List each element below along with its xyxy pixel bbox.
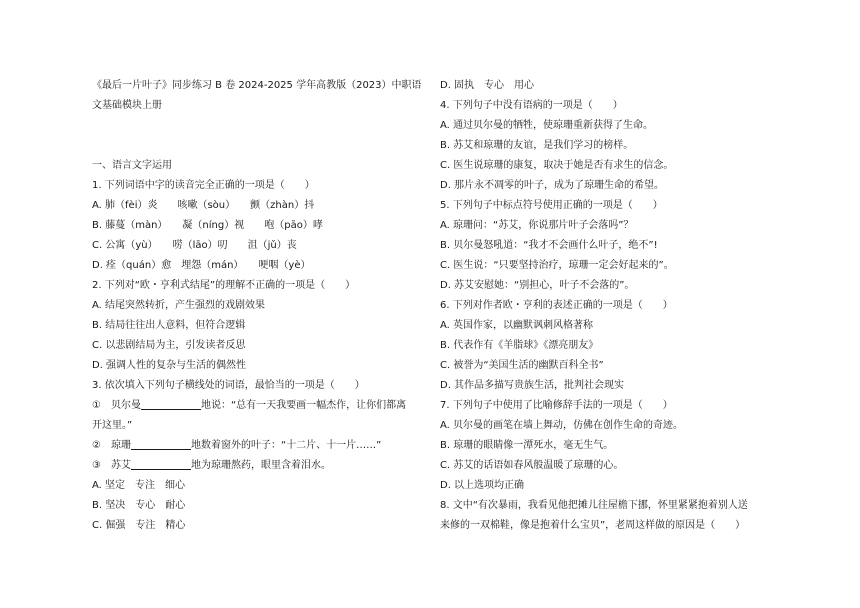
question-3-option-c: C. 倔强 专注 精心: [92, 520, 186, 531]
question-5-option-a: A. 琼珊问：“苏艾，你说那片叶子会落吗”？: [440, 220, 634, 231]
sentence-1-lead: ① 贝尔曼: [92, 400, 141, 411]
fill-blank-3: [131, 458, 191, 470]
question-1-option-d: D. 痊（quán）愈 埋怨（mán） 哽咽（yè）: [92, 260, 311, 271]
question-2-option-a: A. 结尾突然转折，产生强烈的戏剧效果: [92, 300, 266, 311]
question-3-option-d: D. 固执 专心 用心: [440, 80, 535, 91]
question-6-option-c: C. 被誉为“美国生活的幽默百科全书”: [440, 360, 604, 371]
question-2-option-d: D. 强调人性的复杂与生活的偶然性: [92, 360, 247, 371]
question-3-sentence-2: [92, 436, 427, 456]
question-6-option-d: D. 其作品多描写贵族生活，批判社会现实: [440, 380, 625, 391]
sentence-3-tail: 地为琼珊熬药，眼里含着泪水。: [190, 460, 331, 471]
right-column: [440, 76, 785, 536]
sentence-2-tail: 地数着窗外的叶子：“十二片、十一片……”: [190, 440, 382, 451]
question-5-option-d: D. 苏艾安慰她：“别担心，叶子不会落的”。: [440, 280, 635, 291]
question-2-option-c: C. 以悲剧结局为主，引发读者反思: [92, 340, 246, 351]
question-4-option-d: D. 那片永不凋零的叶子，成为了琼珊生命的希望。: [440, 180, 665, 191]
question-7-option-d: D. 以上选项均正确: [440, 480, 525, 491]
question-5-option-c: C. 医生说：“只要坚持治疗，琼珊一定会好起来的”。: [440, 260, 674, 271]
question-5-option-b: B. 贝尔曼怒吼道：“我才不会画什么叶子，绝不”!: [440, 240, 658, 251]
question-7-option-b: B. 琼珊的眼睛像一潭死水，毫无生气。: [440, 440, 614, 451]
question-3-option-b: B. 坚决 专心 耐心: [92, 500, 186, 511]
question-7-option-c: C. 苏艾的话语如春风般温暖了琼珊的心。: [440, 460, 624, 471]
spacer: [92, 116, 427, 156]
document-title-line-1: 《最后一片叶子》同步练习 B 卷 2024-2025 学年高教版（2023）中职语: [92, 80, 422, 91]
question-1-option-a: A. 肺（fèi）炎 咳嗽（sòu） 颤（zhàn）抖: [92, 200, 315, 211]
fill-blank-1: [141, 398, 201, 410]
sentence-1-tail: 地说：“总有一天我要画一幅杰作，让你们都离: [200, 400, 407, 411]
question-1-option-b: B. 藤蔓（màn） 凝（níng）视 咆（pāo）哮: [92, 220, 323, 231]
question-4-stem: 4. 下列句子中没有语病的一项是（ ）: [440, 100, 623, 111]
question-1-option-c: C. 公寓（yù） 唠（lāo）叨 沮（jǔ）丧: [92, 240, 297, 251]
sentence-3-lead: ③ 苏艾: [92, 460, 131, 471]
question-3-sentence-1-cont: 开这里。”: [92, 420, 133, 431]
question-4-option-b: B. 苏艾和琼珊的友谊，是我们学习的榜样。: [440, 140, 634, 151]
question-6-option-b: B. 代表作有《羊脂球》《漂亮朋友》: [440, 340, 599, 351]
question-4-option-c: C. 医生说琼珊的康复，取决于她是否有求生的信念。: [440, 160, 674, 171]
question-6-stem: 6. 下列对作者欧・亨利的表述正确的一项是（ ）: [440, 300, 673, 311]
question-1-stem: 1. 下列词语中字的读音完全正确的一项是（ ）: [92, 180, 315, 191]
question-2-option-b: B. 结局往往出人意料，但符合逻辑: [92, 320, 246, 331]
question-3-sentence-3: [92, 456, 427, 476]
question-3-stem: 3. 依次填入下列句子横线处的词语，最恰当的一项是（ ）: [92, 380, 365, 391]
question-8-stem-line-1: 8. 文中“有次暴雨，我看见他把摊儿往屋檐下挪，怀里紧紧抱着别人送: [440, 500, 748, 511]
fill-blank-2: [131, 438, 191, 450]
question-8-stem-line-2: 来修的一双棉鞋，像是抱着什么宝贝”，老周这样做的原因是（ ）: [440, 520, 746, 531]
document-title-line-2: 文基础模块上册: [92, 100, 162, 111]
section-heading: 一、语言文字运用: [92, 160, 172, 171]
question-3-sentence-1: [92, 396, 427, 416]
question-3-option-a: A. 坚定 专注 细心: [92, 480, 186, 491]
question-7-option-a: A. 贝尔曼的画笔在墙上舞动，仿佛在创作生命的奇迹。: [440, 420, 684, 431]
question-6-option-a: A. 英国作家，以幽默讽刺风格著称: [440, 320, 594, 331]
question-7-stem: 7. 下列句子中使用了比喻修辞手法的一项是（ ）: [440, 400, 673, 411]
sentence-2-lead: ② 琼珊: [92, 440, 131, 451]
left-column: [92, 76, 427, 536]
question-5-stem: 5. 下列句子中标点符号使用正确的一项是（ ）: [440, 200, 663, 211]
question-2-stem: 2. 下列对“欧・亨利式结尾”的理解不正确的一项是（ ）: [92, 280, 356, 291]
question-4-option-a: A. 通过贝尔曼的牺牲，使琼珊重新获得了生命。: [440, 120, 654, 131]
